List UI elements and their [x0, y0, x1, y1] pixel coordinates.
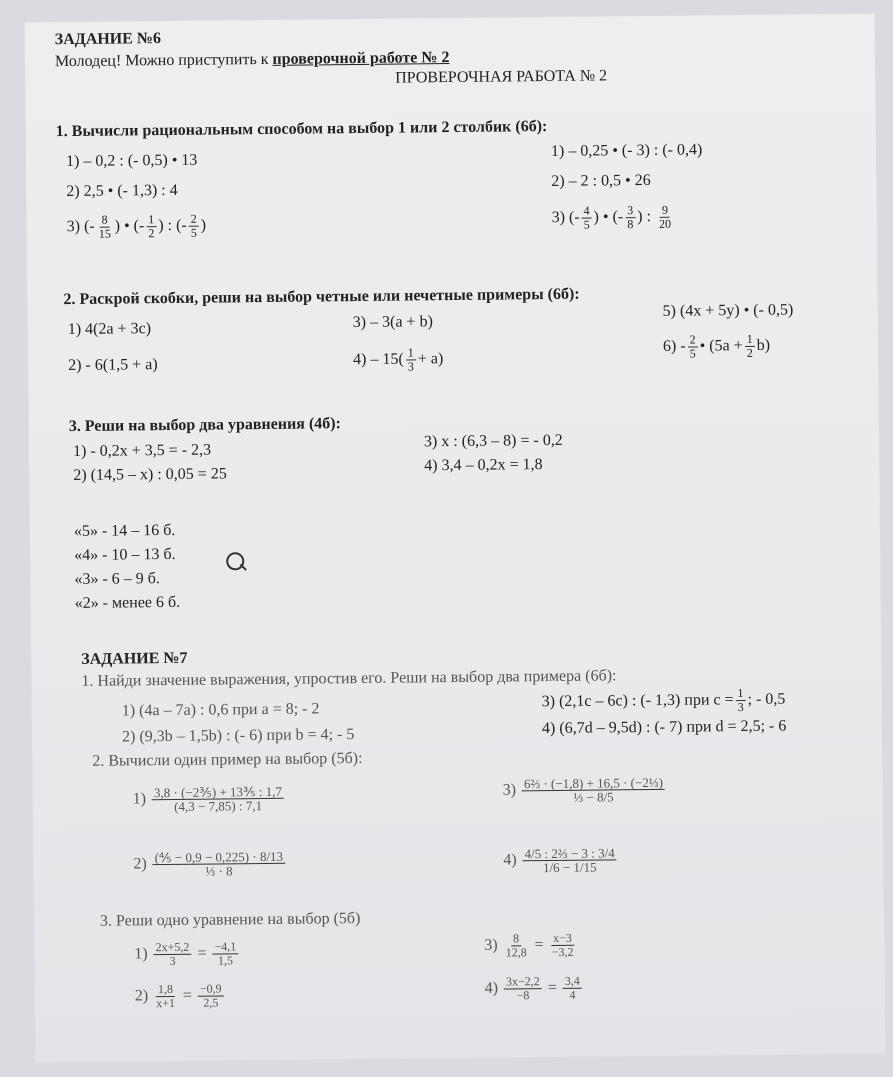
t7-q1-item-4: 4) (6,7d – 9,5d) : (- 7) при d = 2,5; - 6	[541, 717, 787, 738]
grade-4: «4» - 10 – 13 б.	[74, 545, 176, 564]
q3-item-3: 3) x : (6,3 – 8) = - 0,2	[423, 431, 563, 451]
q1-left-2: 2) 2,5 • (- 1,3) : 4	[66, 181, 178, 201]
q3-item-1: 1) - 0,2x + 3,5 = - 2,3	[72, 441, 212, 460]
q1-title: 1. Вычисли рациональным способом на выбор 1 или 2 столбик (6б):	[55, 118, 548, 141]
zoom-cursor-icon	[226, 552, 244, 570]
t7-q3-eq1: 1) $\frac{2x+5,2}{3}$ = $\frac{-4,1}{1,5}$	[134, 940, 240, 968]
q2-item-6: 6) - $\frac{2}{5}$ • (5a + $\frac{1}{2}$ b)	[662, 331, 771, 361]
test-title: ПРОВЕРОЧНАЯ РАБОТА № 2	[395, 67, 608, 87]
q2-item-3: 3) – 3(a + b)	[352, 313, 433, 332]
q3-item-2: 2) (14,5 – x) : 0,05 = 25	[73, 465, 227, 484]
q1-right-1: 1) – 0,25 • (- 3) : (- 0,4)	[550, 141, 703, 160]
q1-left-1: 1) – 0,2 : (- 0,5) • 13	[65, 151, 198, 171]
grade-5: «5» - 14 – 16 б.	[73, 521, 176, 540]
worksheet	[25, 14, 886, 1063]
q3-title: 3. Реши на выбор два уравнения (4б):	[68, 415, 341, 436]
t7-q3-eq2: 2) $\frac{1,8}{x+1}$ = $\frac{-0,9}{2,5}$	[135, 982, 226, 1010]
q1-right-3: 3) (- $\frac{4}{5}$ ) • (- $\frac{3}{8}$ ) : $\frac{9}{20}$	[551, 202, 672, 232]
t7-q1-item-3: 3) (2,1c – 6c) : (- 1,3) при c = $\frac{1}{3}$ ; - 0,5	[541, 685, 786, 715]
q1-right-2: 2) – 2 : 0,5 • 26	[551, 171, 651, 190]
t7-q2-ex1: 1) $\frac{\text{3,8 · (−2⅗) + 13⅗ : 1,7}}{(4,3 - 7,85) : 7,1}$	[132, 783, 283, 814]
q2-item-4: 4) – 15( $\frac{1}{3}$ + a)	[353, 345, 444, 374]
q2-item-5: 5) (4x + 5y) • (- 0,5)	[662, 301, 794, 320]
t7-q2-title: 2. Вычисли один пример на выбор (5б):	[92, 749, 363, 770]
grade-3: «3» - 6 – 9 б.	[74, 570, 160, 588]
task7-header: ЗАДАНИЕ №7	[81, 649, 188, 668]
t7-q3-eq4: 4) $\frac{3x-2,2}{-8}$ = $\frac{3,4}{4}$	[485, 975, 584, 1003]
q2-item-2: 2) - 6(1,5 + a)	[68, 356, 158, 375]
t7-q1-item-1: 1) (4a – 7a) : 0,6 при a = 8; - 2	[121, 700, 320, 720]
t7-q2-ex4: 4) $\frac{\text{4/5 : 2⅔ − 3 : 3/4}}{1/6 - 1/15}$	[503, 845, 615, 876]
q1-left-3: 3) (- $\frac{8}{15}$ ) • (- $\frac{1}{2}$ ) : (- $\frac{2}{5}$ )	[66, 211, 207, 241]
task6-subtitle: Молодец! Можно приступить к проверочной работе № 2	[54, 49, 450, 71]
t7-q2-ex2: 2) $\frac{\text{(⅘ − 0,9 − 0,225) · 8/13}}{\text{⅓ · 8}}$	[133, 848, 284, 879]
q2-item-1: 1) 4(2a + 3c)	[67, 320, 152, 339]
task6-header: ЗАДАНИЕ №6	[54, 30, 162, 49]
t7-q2-ex3: 3) $\frac{\text{6⅔ · (−1,8) + 16,5 · (−2⅓)}}{\text{⅓ − 8/5}}$	[502, 774, 663, 805]
t7-q1-item-2: 2) (9,3b – 1,5b) : (- 6) при b = 4; - 5	[121, 726, 355, 746]
grade-2: «2» - менее 6 б.	[74, 593, 181, 612]
t7-q1-title: 1. Найди значение выражения, упростив его. Реши на выбор два примера (6б):	[81, 667, 617, 690]
t7-q3-eq3: 3) $\frac{8}{12,8}$ = $\frac{x-3}{-3,2}$	[484, 930, 574, 960]
q3-item-4: 4) 3,4 – 0,2x = 1,8	[424, 456, 543, 475]
t7-q3-title: 3. Реши одно уравнение на выбор (5б)	[99, 910, 361, 930]
q2-title: 2. Раскрой скобки, реши на выбор четные или нечетные примеры (6б):	[63, 285, 580, 309]
